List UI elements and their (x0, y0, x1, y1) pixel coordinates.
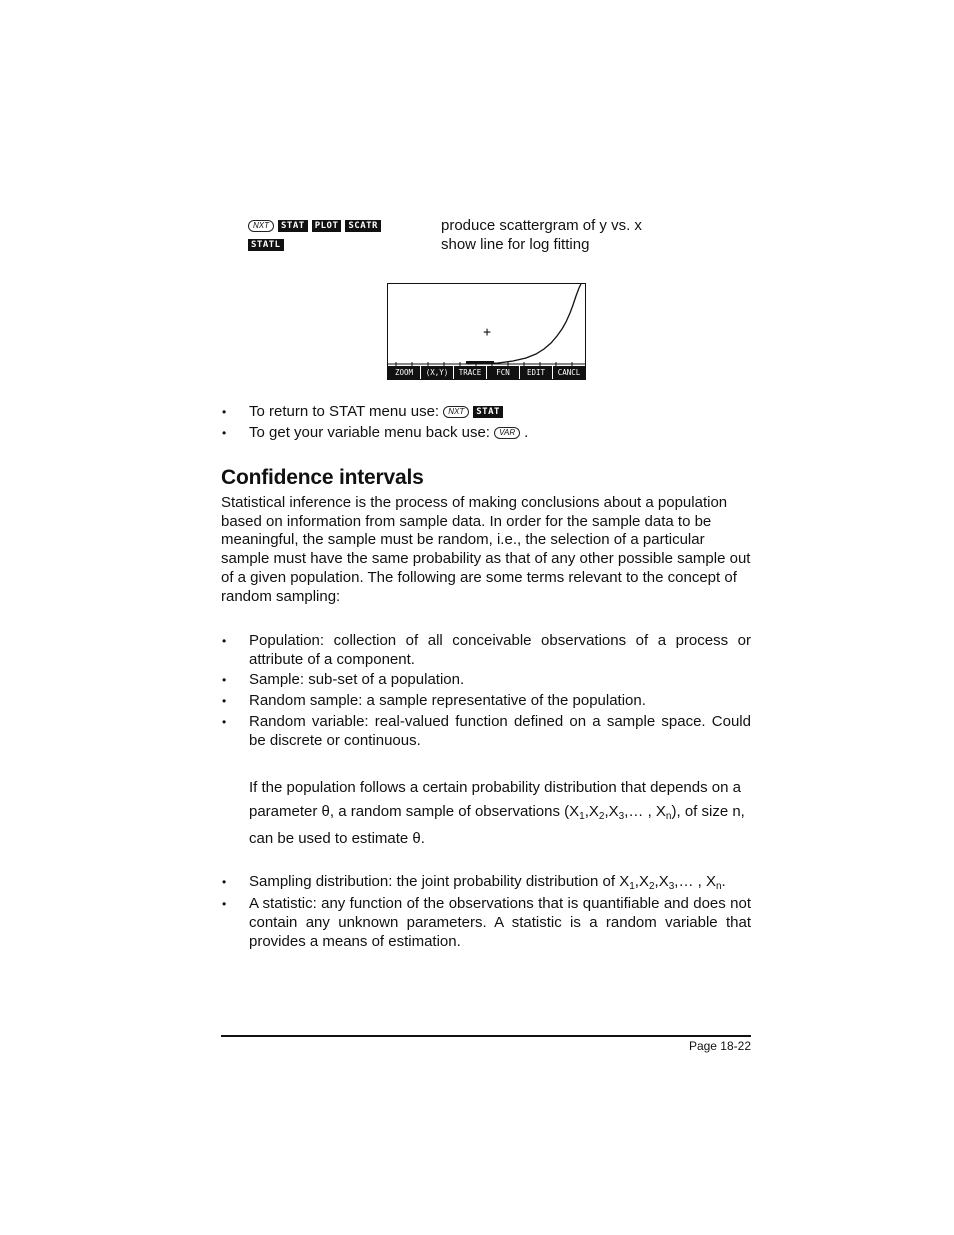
note-line-3: can be used to estimate θ. (249, 830, 425, 847)
screen-cursor: + (483, 325, 491, 340)
bullet: • (222, 694, 227, 708)
nav-bullet-text: To get your variable menu back use: (249, 424, 490, 441)
bullet: • (222, 405, 227, 419)
note-line-1: If the population follows a certain probability distribution that depends on a (249, 779, 741, 796)
note-line-2-text: parameter θ, a random sample of observations (X (249, 803, 580, 820)
data-point-marker (466, 361, 494, 364)
scatr-softkey: SCATR (345, 220, 381, 232)
menu-fcn: FCN (487, 366, 520, 379)
note-line-2-tail: ), of size n, (671, 803, 745, 820)
nav-bullet-text: To return to STAT menu use: (249, 403, 440, 420)
bullet: • (222, 715, 227, 729)
term-sample: Sample: sub-set of a population. (249, 671, 465, 688)
section-title: Confidence intervals (221, 466, 424, 489)
term-statistic: A statistic: any function of the observations that is quantifiable and does not contain any unknown parameters. A statistic is a random variable that provides a means of estimation. (249, 895, 751, 950)
stat-softkey: STAT (278, 220, 308, 232)
calculator-screen (387, 283, 586, 380)
menu-xy: (X,Y) (421, 366, 454, 379)
bullet: • (222, 875, 227, 889)
bullet: • (222, 634, 227, 648)
screen-menu-bar (388, 366, 585, 379)
menu-trace: TRACE (454, 366, 487, 379)
keystroke-row-2 (248, 235, 288, 254)
fit-curve (468, 284, 581, 364)
menu-edit: EDIT (520, 366, 553, 379)
term-population: Population: collection of all conceivable observations of a process or attribute of a component. (249, 632, 751, 668)
keystroke-row-1-desc: produce scattergram of y vs. x (441, 217, 642, 234)
menu-cancl: CANCL (557, 368, 581, 377)
menu-zoom: ZOOM (388, 366, 421, 379)
nxt-key: NXT (443, 406, 469, 418)
nav-bullet-suffix: . (524, 424, 529, 441)
page-number: Page 18-22 (688, 1039, 751, 1053)
plot-softkey: PLOT (312, 220, 342, 232)
term-random-variable: Random variable: real-valued function defined on a sample space. Could be discrete or continuous. (249, 713, 751, 749)
var-key: VAR (494, 427, 520, 439)
term-random-sample: Random sample: a sample representative of the population. (249, 692, 646, 709)
keystroke-row-2-desc: show line for log fitting (441, 236, 590, 253)
bullet: • (222, 426, 227, 440)
intro-paragraph: Statistical inference is the process of making conclusions about a population based on information from sample data. In order for the sample data to be meaningful, the sample must be random, i.e., the selection of a particular sample must have the same probability as that of any other possible sample out of a given population. The following are some terms relevant to the concept of random sampling: (221, 494, 751, 605)
keystroke-row-1 (248, 216, 385, 235)
nav-bullet-stat (249, 402, 507, 421)
bullet: • (222, 673, 227, 687)
log-fit-plot (388, 284, 585, 366)
bullet: • (222, 897, 227, 911)
term-sampling-distribution: Sampling distribution: the joint probability distribution of $X_1,X_2,X_3,\dots$ , $X_n$. (249, 873, 726, 892)
sampling-distribution-text: Sampling distribution: the joint probability distribution of X (249, 873, 630, 890)
footer-rule (221, 1035, 751, 1037)
stat-softkey: STAT (473, 406, 503, 418)
statl-softkey: STATL (248, 239, 284, 251)
nxt-key: NXT (248, 220, 274, 232)
note-line-2: parameter θ, a random sample of observations ($X_1,X_2,X_3,\dots$ , $X_n$), of size n, (249, 803, 745, 822)
nav-bullet-var (249, 423, 528, 442)
